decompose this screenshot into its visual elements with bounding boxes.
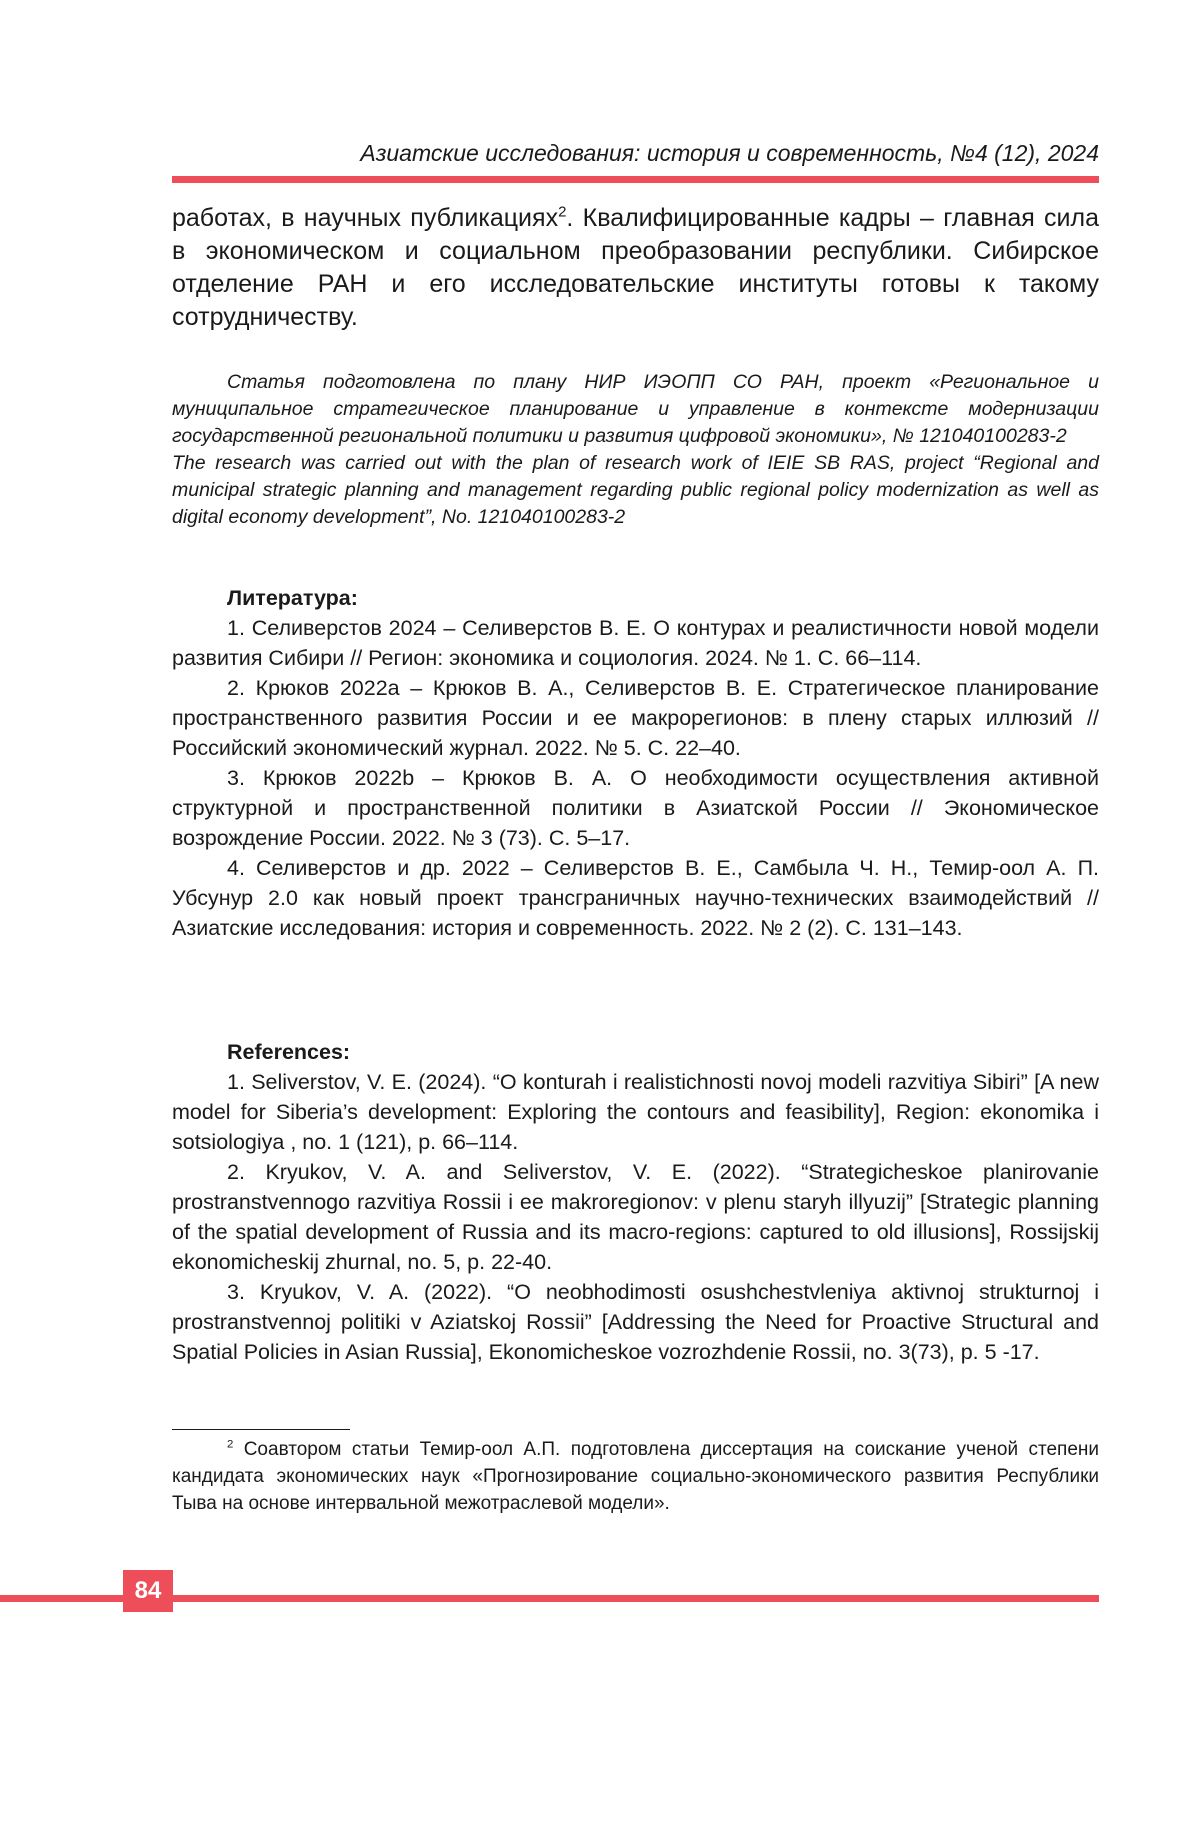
literature-section [172, 583, 1099, 943]
body-text-part2: . Квалифицированные кадры – главная сила в экономическом и социальном преобразовании республики. Сибирское отделение РАН и его исследовательские институты готовы к такому сотрудничеству. [172, 204, 1099, 331]
references-section [172, 1037, 1099, 1367]
literature-heading: Литература: [227, 586, 358, 610]
acknowledgement [172, 369, 1099, 531]
reference-item: 2. Kryukov, V. A. and Seliverstov, V. E. (2022). “Strategicheskoe planirovanie prostranstvennogo razvitiya Rossii i ee makroregionov: v plenu staryh illyuzij” [Strategic planning of the spatial development of Russia and its macro-regions: captured to old illusions], Rossijskij ekonomicheskij zhurnal, no. 5, p. 22-40. [172, 1160, 1099, 1274]
literature-item: 2. Крюков 2022a – Крюков В. А., Селиверстов В. Е. Стратегическое планирование пространственного развития России и ее макрорегионов: в плену старых иллюзий // Российский экономический журнал. 2022. № 5. С. 22–40. [172, 676, 1099, 760]
literature-item: 4. Селиверстов и др. 2022 – Селиверстов В. Е., Самбыла Ч. Н., Темир-оол А. П. Убсунур 2.0 как новый проект трансграничных научно-технических взаимодействий // Азиатские исследования: история и современность. 2022. № 2 (2). С. 131–143. [172, 856, 1099, 940]
footnote-marker: 2 [227, 1438, 234, 1451]
footer-rule [173, 1595, 1099, 1602]
body-text-part1: работах, в научных публикациях [172, 204, 559, 232]
header-rule [172, 176, 1099, 183]
page-number: 84 [123, 1570, 173, 1612]
literature-item: 3. Крюков 2022b – Крюков В. А. О необходимости осуществления активной структурной и пространственной политики в Азиатской России // Экономическое возрождение России. 2022. № 3 (73). С. 5–17. [172, 766, 1099, 850]
footer-rule-left [0, 1595, 123, 1602]
acknowledgement-ru: Статья подготовлена по плану НИР ИЭОПП СО РАН, проект «Региональное и муниципальное стратегическое планирование и управление в контексте модернизации государственной региональной политики и развития цифровой экономики», № 121040100283-2 [172, 371, 1099, 447]
body-paragraph [172, 202, 1099, 334]
reference-item: 3. Kryukov, V. A. (2022). “O neobhodimosti osushchestvleniya aktivnoj strukturnoj i prostranstvennoj politiki v Aziatskoj Rossii” [Addressing the Need for Proactive Structural and Spatial Policies in Asian Russia], Ekonomicheskoe vozrozhdenie Rossii, no. 3(73), p. 5 -17. [172, 1280, 1099, 1364]
footnote-separator [172, 1429, 350, 1430]
running-header: Азиатские исследования: история и современность, №4 (12), 2024 [360, 140, 1099, 166]
acknowledgement-en: The research was carried out with the plan of research work of IEIE SB RAS, project “Regional and municipal strategic planning and management regarding public regional policy modernization as well as digital economy development”, No. 121040100283-2 [172, 452, 1099, 528]
footnote [172, 1436, 1099, 1517]
literature-item: 1. Селиверстов 2024 – Селиверстов В. Е. О контурах и реалистичности новой модели развития Сибири // Регион: экономика и социология. 2024. № 1. С. 66–114. [172, 616, 1099, 670]
reference-item: 1. Seliverstov, V. E. (2024). “O konturah i realistichnosti novoj modeli razvitiya Sibiri” [A new model for Siberia’s development: Exploring the contours and feasibility], Region: ekonomika i sotsiologiya , no. 1 (121), p. 66–114. [172, 1070, 1099, 1154]
footnote-reference[interactable]: 2 [558, 203, 567, 221]
footnote-text: Соавтором статьи Темир-оол А.П. подготовлена диссертация на соискание ученой степени кандидата экономических наук «Прогнозирование социально-экономического развития Республики Тыва на основе интервальной межотраслевой модели». [172, 1439, 1099, 1514]
references-heading: References: [227, 1040, 351, 1064]
